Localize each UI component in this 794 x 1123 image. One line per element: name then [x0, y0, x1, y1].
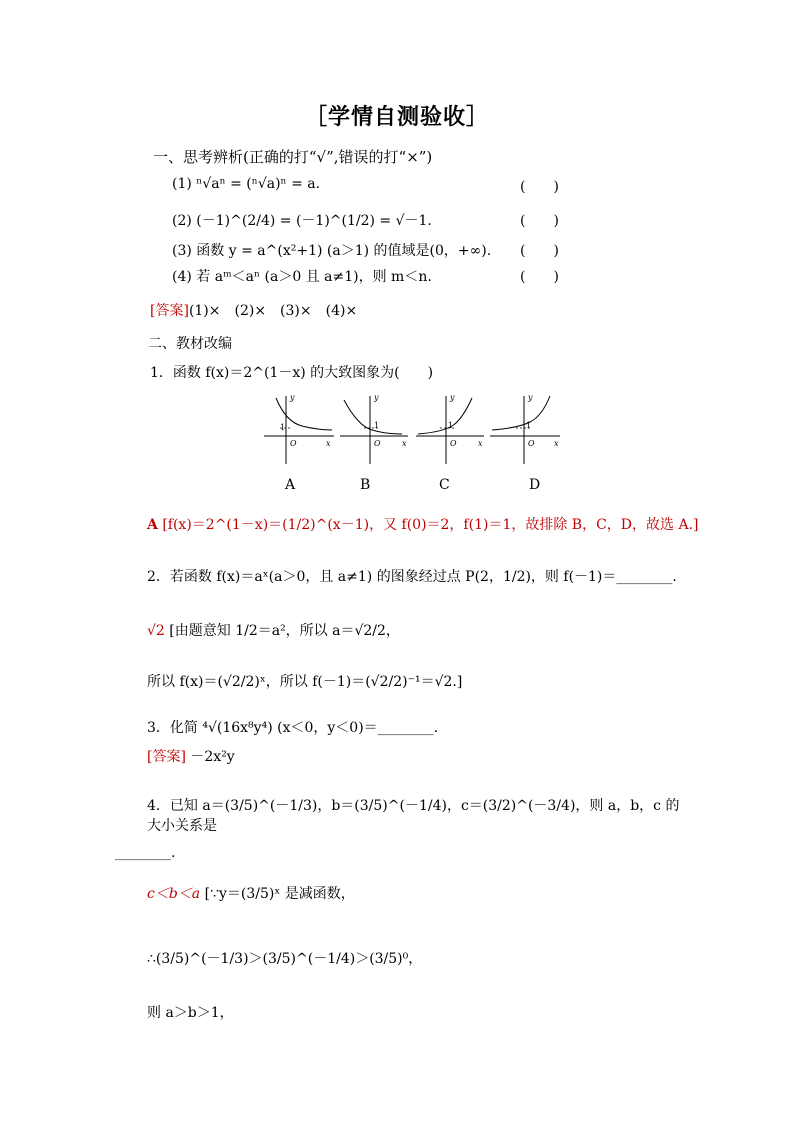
section1-heading-row: [153, 146, 432, 167]
graph-b-curve: [344, 400, 402, 434]
graph-c: [416, 393, 484, 464]
q3-answer-text: －2x²y: [190, 749, 235, 765]
q4-answer-line2: ∴(3/5)^(－1/3)＞(3/5)^(－1/4)＞(3/5)⁰，: [147, 951, 423, 967]
s1-item-1-num: (1): [172, 176, 192, 192]
s1-item-1-blank: ( ): [520, 179, 559, 195]
q1-text: 1．函数 f(x)＝2^(1－x) 的大致图象为( ): [150, 365, 434, 381]
graph-a: [264, 393, 334, 464]
graph-b: [340, 393, 408, 464]
graph-d-origin: O: [528, 439, 535, 448]
s1-answer-row: [150, 300, 357, 320]
graph-a-origin: O: [290, 439, 297, 448]
graph-b-y-label: y: [374, 393, 379, 402]
graph-b-one: 1: [374, 421, 380, 430]
q2-answer-line2: 所以 f(x)＝(√2/2)ˣ，所以 f(－1)＝(√2/2)⁻¹＝√2.]: [147, 674, 463, 690]
q4-text: 4．已知 a＝(3/5)^(－1/3)，b＝(3/5)^(－1/4)，c＝(3/2)^(－3/4)，则 a，b，c 的大小关系是: [147, 798, 680, 834]
q4-blank: ________.: [115, 845, 176, 861]
s1-item-2: [172, 210, 432, 230]
graph-a-y-label: y: [290, 393, 295, 402]
s1-answer-label: [答案]: [150, 303, 189, 319]
section1-heading: 一、思考辨析: [153, 148, 244, 166]
s1-item-2-num: (2): [172, 213, 192, 229]
s1-item-3-num: (3): [172, 243, 192, 259]
s1-item-1: [172, 176, 320, 192]
q4-answer-value: c＜b＜a: [147, 886, 201, 902]
graph-d-x-label: x: [554, 439, 559, 448]
graph-c-x-label: x: [478, 439, 483, 448]
graph-d-y-label: y: [528, 393, 533, 402]
s1-item-2-blank: ( ): [520, 213, 559, 229]
s1-item-3-text: 函数 y = a^(x²+1) (a＞1) 的值域是(0，+∞).: [196, 243, 492, 259]
graph-label-b: B: [360, 477, 371, 493]
s1-item-2-text: (－1)^(2/4) = (－1)^(1/2) = √－1.: [196, 213, 432, 229]
q2-answer-value: √2: [147, 623, 165, 639]
graph-c-origin: O: [450, 439, 457, 448]
section2-heading: 二、教材改编: [148, 336, 232, 352]
s1-item-4: [172, 266, 432, 286]
s1-item-4-num: (4): [172, 269, 192, 285]
q2-answer-line1: [由题意知 1/2＝a²，所以 a＝√2/2，: [169, 623, 400, 639]
graph-d-curve: [492, 396, 550, 430]
q4-answer-line1: [∵y＝(3/5)ˣ 是减函数，: [204, 886, 355, 902]
q3-answer-row: [147, 746, 235, 766]
graph-label-a: A: [285, 477, 296, 493]
q1-answer-row: [147, 514, 699, 534]
q1-graphs-svg: [262, 392, 562, 466]
q1-answer-text: [f(x)＝2^(1－x)＝(1/2)^(x－1)，又 f(0)＝2，f(1)＝1，故排除 B，C，D，故选 A.]: [162, 517, 699, 533]
q2-answer-row1: [147, 620, 400, 640]
s1-item-4-text: 若 aᵐ＜aⁿ (a＞0 且 a≠1)，则 m＜n.: [196, 269, 432, 285]
q1-answer-letter: A: [147, 517, 158, 533]
section1-instruction: (正确的打“√”,错误的打“×”): [243, 148, 433, 166]
graph-a-x-label: x: [326, 439, 331, 448]
graph-c-curve: [418, 398, 472, 434]
graph-d: [490, 393, 560, 464]
graph-c-y-label: y: [450, 393, 455, 402]
page-title: ［学情自测验收］: [304, 105, 489, 130]
q3-answer-label: [答案]: [147, 749, 186, 765]
s1-item-4-blank: ( ): [520, 269, 559, 285]
graph-label-d: D: [529, 477, 541, 493]
graph-d-one: 1: [526, 421, 532, 430]
q3-text: 3．化简 ⁴√(16x⁸y⁴) (x＜0，y＜0)＝________.: [147, 720, 439, 736]
graph-b-origin: O: [374, 439, 381, 448]
q1-graphs: [262, 392, 562, 466]
graph-label-c: C: [439, 477, 450, 493]
s1-answer-text: (1)× (2)× (3)× (4)×: [188, 303, 358, 319]
graph-b-x-label: x: [402, 439, 407, 448]
q2-text: 2．若函数 f(x)＝aˣ(a＞0，且 a≠1) 的图象经过点 P(2，1/2)，则 f(－1)＝________.: [147, 569, 677, 585]
q4-answer-line3: 则 a＞b＞1，: [147, 1005, 234, 1021]
graph-c-one: 1: [448, 421, 454, 430]
graph-a-one: 1: [280, 423, 286, 432]
s1-item-3: [172, 240, 491, 260]
q4-answer-row1: [147, 883, 355, 903]
s1-item-1-text: ⁿ√aⁿ = (ⁿ√a)ⁿ = a.: [196, 176, 321, 192]
s1-item-3-blank: ( ): [520, 243, 559, 259]
